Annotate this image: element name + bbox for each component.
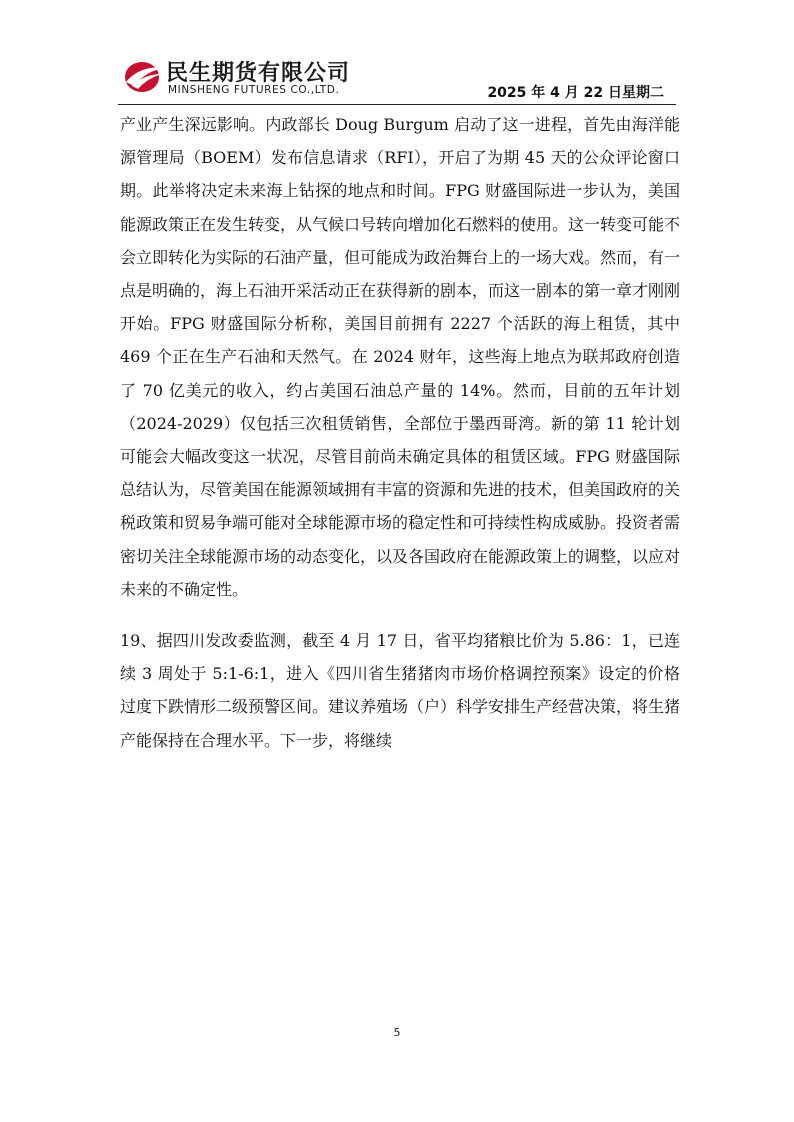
page-number: 5: [393, 1026, 401, 1039]
company-logo: [122, 52, 382, 102]
paragraph-pig-grain-ratio: 19、据四川发改委监测，截至 4 月 17 日，省平均猪粮比价为 5.86：1，已连续 3 周处于 5:1-6:1，进入《四川省生猪猪肉市场价格调控预案》设定的价格过度下跌情形二级预警区间。建议养殖场（户）科学安排生产经营决策，将生猪产能保持在合理水平。下一步，将继续: [120, 631, 681, 750]
page-header: [0, 0, 794, 110]
header-divider: [118, 104, 676, 105]
swoosh-logo-icon: [122, 56, 166, 96]
paragraph-offshore-oil: 产业产生深远影响。内政部长 Doug Burgum 启动了这一进程，首先由海洋能源管理局（BOEM）发布信息请求（RFI），开启了为期 45 天的公众评论窗口期。此举将决定未来海上钻探的地点和时间。FPG 财盛国际进一步认为，美国能源政策正在发生转变，从气候口号转向增加化石燃料的使用。这一转变可能不会立即转化为实际的石油产量，但可能成为政治舞台上的一场大戏。然而，有一点是明确的，海上石油开采活动正在获得新的剧本，而这一剧本的第一章才刚刚开始。FPG 财盛国际分析称，美国目前拥有 2227 个活跃的海上租赁，其中 469 个正在生产石油和天然气。在 2024 财年，这些海上地点为联邦政府创造了 70 亿美元的收入，约占美国石油总产量的 14%。然而，目前的五年计划（2024-2029）仅包括三次租赁销售，全部位于墨西哥湾。新的第 11 轮计划可能会大幅改变这一状况，尽管目前尚未确定具体的租赁区域。FPG 财盛国际总结认为，尽管美国在能源领域拥有丰富的资源和先进的技术，但美国政府的关税政策和贸易争端可能对全球能源市场的稳定性和可持续性构成威胁。投资者需密切关注全球能源市场的动态变化，以及各国政府在能源政策上的调整，以应对未来的不确定性。: [120, 115, 681, 599]
company-name-cn: 民生期货有限公司: [166, 61, 351, 86]
company-name-en: MINSHENG FUTURES CO.,LTD.: [168, 84, 340, 96]
document-body: [120, 108, 680, 757]
report-date: 2025 年 4 月 22 日星期二: [487, 85, 664, 101]
